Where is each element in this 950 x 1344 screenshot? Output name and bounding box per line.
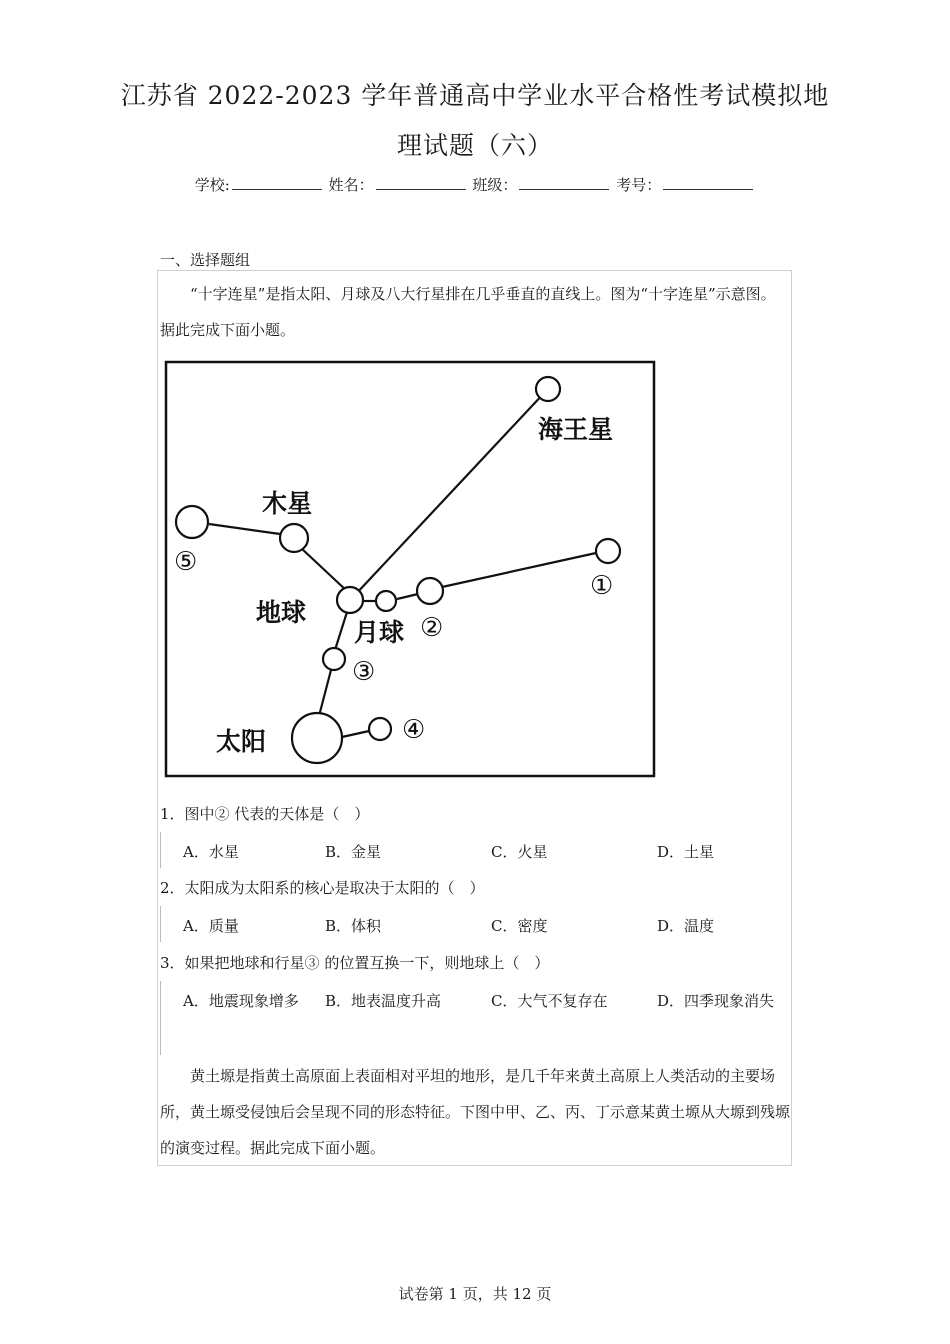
label-3: ③ <box>352 657 376 687</box>
intro-paragraph-cross-planets: “十字连星”是指太阳、月球及八大行星排在几乎垂直的直线上。图为“十字连星”示意图。据此完成下面小题。 <box>160 285 776 339</box>
q1-option-b[interactable]: B．金星 <box>325 843 382 861</box>
q1-option-c[interactable]: C．火星 <box>491 843 548 861</box>
q1-option-d[interactable]: D．土星 <box>657 843 715 861</box>
q2-option-a[interactable]: A．质量 <box>183 917 239 935</box>
q3-option-a[interactable]: A．地震现象增多 <box>183 992 299 1010</box>
question-1-options <box>160 832 790 868</box>
planet-1-circle <box>596 539 620 563</box>
question-2-stem: 2．太阳成为太阳系的核心是取决于太阳的（ ） <box>160 879 485 897</box>
label-1: ① <box>590 571 614 601</box>
question-2-options <box>160 906 790 942</box>
label-neptune: 海王星 <box>538 415 614 444</box>
neptune-circle <box>536 377 560 401</box>
q1-option-a[interactable]: A．水星 <box>183 843 239 861</box>
question-3-options <box>160 981 790 1055</box>
label-moon: 月球 <box>354 618 405 647</box>
question-3-stem: 3．如果把地球和行星③ 的位置互换一下，则地球上（ ） <box>160 954 550 972</box>
exam-title-line1: 江苏省 2022-2023 学年普通高中学业水平合格性考试模拟地 <box>120 81 830 110</box>
section-title: 一、选择题组 <box>160 251 251 269</box>
planet-5-circle <box>176 506 208 538</box>
q2-option-d[interactable]: D．温度 <box>657 917 715 935</box>
exam-title-line2: 理试题（六） <box>396 131 553 160</box>
question-1-stem: 1．图中② 代表的天体是（ ） <box>160 805 370 823</box>
sun-circle <box>292 713 342 763</box>
planet-2-circle <box>417 578 443 604</box>
planet-3-circle <box>323 648 345 670</box>
q3-option-c[interactable]: C．大气不复存在 <box>491 992 608 1010</box>
intro-paragraph-loess-tableland: 黄土塬是指黄土高原面上表面相对平坦的地形，是几千年来黄土高原上人类活动的主要场所，黄土塬受侵蚀后会呈现不同的形态特征。下图中甲、乙、丙、丁示意某黄土塬从大塬到残塬的演变过程。据此完成下面小题。 <box>160 1067 791 1157</box>
page-footer: 试卷第 1 页，共 12 页 <box>398 1285 552 1303</box>
school-blank[interactable] <box>232 175 322 190</box>
label-sun: 太阳 <box>216 727 267 756</box>
q3-option-d[interactable]: D．四季现象消失 <box>657 992 775 1010</box>
q3-option-b[interactable]: B．地表温度升高 <box>325 992 442 1010</box>
earth-circle <box>337 587 363 613</box>
name-label: 姓名： <box>328 176 374 194</box>
name-blank[interactable] <box>376 175 466 190</box>
jupiter-circle <box>280 524 308 552</box>
label-earth: 地球 <box>256 598 307 627</box>
q2-option-b[interactable]: B．体积 <box>325 917 382 935</box>
cross-planets-diagram <box>164 360 656 778</box>
planet-4-circle <box>369 718 391 740</box>
exam-number-label: 考号： <box>616 176 662 194</box>
label-5: ⑤ <box>174 547 198 577</box>
moon-circle <box>376 591 396 611</box>
label-2: ② <box>420 613 444 643</box>
school-label: 学校: <box>194 176 230 194</box>
class-blank[interactable] <box>519 175 609 190</box>
label-jupiter: 木星 <box>262 489 313 518</box>
q2-option-c[interactable]: C．密度 <box>491 917 548 935</box>
student-info-line <box>0 174 950 195</box>
exam-number-blank[interactable] <box>663 175 753 190</box>
class-label: 班级： <box>472 176 518 194</box>
label-4: ④ <box>402 715 426 745</box>
